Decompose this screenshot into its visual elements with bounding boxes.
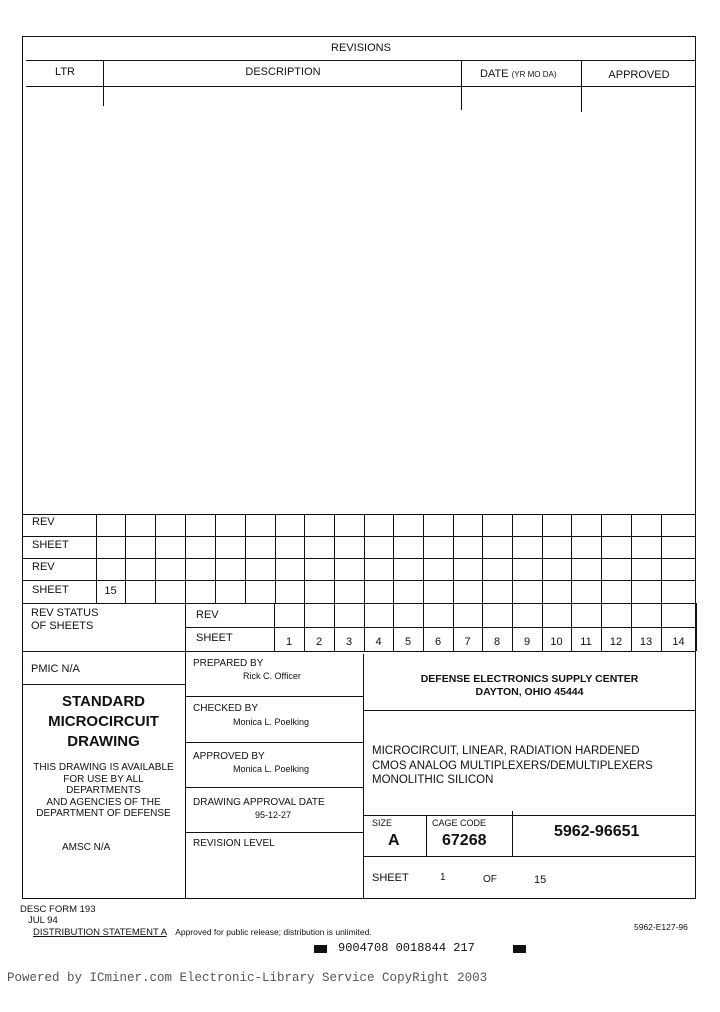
status-sheet-2: 2 (315, 636, 323, 648)
device-title-line-2: CMOS ANALOG MULTIPLEXERS/DEMULTIPLEXERS (372, 759, 653, 772)
distribution-text: Approved for public release; distribution is unlimited. (175, 927, 372, 937)
availability-line-3: DEPARTMENTS (66, 785, 141, 796)
divider (542, 514, 543, 603)
divider (453, 514, 454, 603)
divider (185, 742, 363, 743)
rev-grid-row-label: SHEET (32, 539, 69, 551)
divider (304, 514, 305, 603)
prepared-by-name: Rick C. Officer (243, 671, 301, 681)
divider (103, 60, 104, 106)
divider (185, 787, 363, 788)
divider (185, 832, 363, 833)
divider (22, 651, 696, 652)
divider (512, 514, 513, 603)
availability-text (22, 762, 185, 820)
rev-grid-row-label: SHEET (32, 584, 69, 596)
amsc-label: AMSC N/A (62, 842, 111, 853)
availability-line-5: DEPARTMENT OF DEFENSE (36, 808, 171, 819)
availability-line-1: THIS DRAWING IS AVAILABLE (33, 762, 174, 773)
divider (275, 514, 276, 603)
divider (581, 60, 582, 112)
status-sheet-11: 11 (580, 636, 592, 648)
device-title-line-1: MICROCIRCUIT, LINEAR, RADIATION HARDENED (372, 745, 640, 757)
divider (601, 514, 602, 603)
sheet-value: 1 (440, 872, 446, 883)
divider (245, 514, 246, 603)
col-approved: APPROVED (608, 69, 670, 81)
status-sheet-10: 10 (550, 636, 563, 648)
drawing-approval-label: DRAWING APPROVAL DATE (193, 797, 325, 808)
divider (571, 514, 572, 603)
standard-title (22, 692, 185, 752)
col-description: DESCRIPTION (245, 66, 321, 78)
col-date-format: (YR MO DA) (511, 70, 557, 79)
divider (215, 514, 216, 603)
of-value: 15 (534, 874, 547, 886)
approved-by-name: Monica L. Poelking (233, 764, 310, 774)
status-sheet-8: 8 (493, 636, 501, 648)
divider (482, 514, 483, 603)
divider (26, 60, 696, 61)
rev-status-sheet-label: SHEET (196, 632, 233, 644)
rev-grid-row-label: REV (32, 516, 55, 528)
divider (363, 815, 696, 816)
divider (22, 603, 696, 604)
divider (185, 696, 363, 697)
status-sheet-12: 12 (609, 636, 623, 648)
divider (696, 603, 697, 651)
divider (364, 514, 365, 603)
status-sheet-4: 4 (375, 636, 382, 648)
status-sheet-5: 5 (404, 636, 412, 648)
cage-code-label: CAGE CODE (432, 818, 487, 828)
divider (22, 514, 696, 515)
rev-status-label-1: REV STATUS (31, 607, 99, 619)
barcode-text: 9004708 0018844 217 (338, 941, 475, 955)
divider (155, 514, 156, 603)
divider (26, 86, 696, 87)
checked-by-label: CHECKED BY (193, 703, 259, 714)
sheet-label: SHEET (372, 872, 409, 884)
divider (512, 811, 513, 856)
approved-by-label: APPROVED BY (193, 751, 265, 762)
of-label: OF (483, 874, 497, 885)
divider (631, 514, 632, 603)
divider (22, 580, 696, 581)
prepared-by-label: PREPARED BY (193, 658, 264, 669)
availability-line-2: FOR USE BY ALL (63, 773, 144, 785)
standard-title-line-2: MICROCIRCUIT (48, 713, 159, 730)
drawing-number: 5962-96651 (554, 823, 640, 840)
divider (461, 60, 462, 110)
agency-name (364, 673, 695, 699)
status-sheet-13: 13 (639, 636, 653, 648)
barcode-block-right (513, 945, 526, 953)
divider (363, 856, 696, 857)
status-sheet-7: 7 (464, 636, 471, 648)
checked-by-name: Monica L. Poelking (233, 717, 310, 727)
rev-status-label-2: OF SHEETS (31, 620, 94, 632)
pmic-label: PMIC N/A (31, 663, 80, 675)
status-sheet-9: 9 (523, 636, 531, 648)
drawing-approval-date: 95-12-27 (255, 810, 292, 820)
barcode-block-left (314, 945, 327, 953)
status-sheet-1: 1 (285, 636, 293, 648)
divider (185, 514, 186, 603)
divider (22, 684, 185, 685)
divider (363, 654, 364, 899)
rev-grid-row-label: REV (32, 561, 55, 573)
divider (334, 514, 335, 603)
standard-title-line-1: STANDARD (61, 693, 146, 710)
rev-status-rev-label: REV (196, 609, 219, 621)
size-value: A (388, 832, 400, 849)
divider (185, 603, 186, 899)
size-label: SIZE (372, 818, 393, 828)
divider (393, 514, 394, 603)
powered-by: Powered by ICminer.com Electronic-Library Service CopyRight 2003 (7, 971, 488, 985)
revision-level-label: REVISION LEVEL (193, 838, 275, 849)
agency-name-line-1: DEFENSE ELECTRONICS SUPPLY CENTER (420, 673, 639, 685)
divider (661, 514, 662, 603)
agency-name-line-2: DAYTON, OHIO 45444 (475, 686, 584, 698)
rev-grid-sheet-15: 15 (104, 585, 117, 597)
standard-title-line-3: DRAWING (67, 733, 140, 750)
cage-code-value: 67268 (442, 832, 487, 849)
device-title-line-3: MONOLITHIC SILICON (372, 774, 494, 786)
form-code: 5962-E127-96 (634, 922, 688, 932)
divider (125, 514, 126, 603)
form-date: JUL 94 (28, 915, 58, 926)
col-date (480, 68, 556, 80)
distribution-label: DISTRIBUTION STATEMENT A (33, 927, 167, 938)
divider (22, 558, 696, 559)
device-title (372, 744, 653, 788)
status-sheet-3: 3 (345, 636, 353, 648)
distribution-statement (33, 927, 372, 938)
divider (426, 815, 427, 856)
revisions-title: REVISIONS (331, 42, 391, 54)
status-sheet-6: 6 (434, 636, 442, 648)
divider (423, 514, 424, 603)
col-date-label: DATE (480, 68, 509, 80)
form-number: DESC FORM 193 (20, 904, 96, 915)
divider (363, 710, 696, 711)
divider (22, 536, 696, 537)
divider (185, 627, 696, 628)
availability-line-4: AND AGENCIES OF THE (46, 796, 161, 808)
status-sheet-14: 14 (672, 636, 685, 648)
col-ltr: LTR (55, 66, 75, 78)
